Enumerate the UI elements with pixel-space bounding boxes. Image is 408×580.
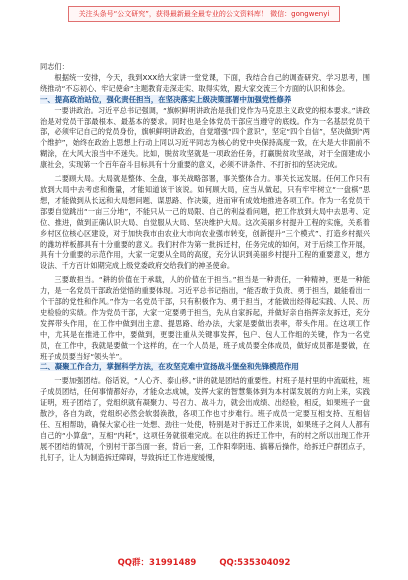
section-heading-1: 一、提高政治站位，强化责任担当，在坚决落实上级决策部署中加强党性修养 bbox=[40, 95, 370, 106]
paragraph: 二要顾大局。大局就是整体、全盘，事关战略部署，事关整体合力。事关长远发展。任何工作只有放到大局中去考虑和衡量，才能知道该干该说。如何顾大局，应当从做起，只有牢牢树立“一盘棋”思想，才能做到从长远和大局想问题、谋思路、作决策，进而审有成效地推进各项工作。作为一名党员干部要自觉跳出“一亩三分地”，不能只从一己的局限、自己的利益看问题，把工作放到大局中去思考、定位、推进，做到正确认识大局、自觉服从大局、坚决维护大局。这次美丽乡村提升工程的实施，关系着乡村区位核心区建设，对于加快我市由农业大市向农业强市转变，创新提升“三个模式”、打造乡村振兴的潍坊样板都具有十分重要的意义。我们村作为第一批拆迁村，任务完成的如何，对于后续工作开展，具有十分重要的示范作用，大家一定要从全局的高度，充分认识到美丽乡村提升工程的重要意义，想方设法、千方百计如期完成上级党委政府交给我们的神圣使命。 bbox=[40, 174, 370, 271]
paragraph: 一要讲政治。习近平总书记强调，“旗帜鲜明讲政治是我们党作为马克思主义政党的根本要求。”讲政治是对党员干部最根本、最基本的要求。同时也是全体党员干部应当遵守的底线。作为一名基层党员干部，必须牢记自己的党员身份，旗帜鲜明讲政治，自觉增强“四个意识”，坚定“四个自信”，坚决做到“两个维护”，始终在政治上思想上行动上同以习近平同志为核心的党中央保持高度一致，在大是大非面前不糊涂，在大风大浪当中不迷失。比如，脱贫攻坚就是一项政治任务，打赢脱贫攻坚战，对于全面建成小康社会，实现第一个百年奋斗目标具有十分重要的意义，必须不讲条件、不打折扣的坚决完成。 bbox=[40, 105, 370, 170]
footer-contact bbox=[0, 556, 408, 568]
paragraph: 三要敢担当。“耕的价值在于承载，人的价值在于担当。”担当是一种责任，一种精神，更是一种能力，是一名党员干部政治觉悟的重要体现。习近平总书记指出，“能否敢于负责、勇于担当，最能看出一个干部的党性和作风。”作为一名党员干部，只有积极作为、勇于担当，才能做出经得起实践、人民、历史检验的实绩。作为党员干部，大家一定要勇于担当，先从自家拆起，并做好亲自指挥亲友拆迁，充分发挥带头作用，在工作中做到出主意、提思路、给办法，大家是要做出表率，带头作用。在这项工作中，尤其是在推进工作中，要做到，更要注重从关键事发挥，包户、包人工作组的关键，作为一名党员，在工作中，我就是要做一个这样的，在一个人员是，班子成员要全体成员，做好成员都是要做，在班子成员要当好“领头羊”。 bbox=[40, 275, 370, 361]
section-heading-2: 二、凝聚工作合力，掌握科学方法，在攻坚克难中宣扬战斗堡垒和先锋模范作用 bbox=[40, 362, 370, 373]
intro-paragraph: 根据统一安排，今天，我到XXX给大家讲一堂党课，下面，我结合自己的调查研究、学习思考，围绕推动“不忘初心、牢记使命”主题教育走深走实、取得实效，跟大家交流三个方面的认识和体会。 bbox=[40, 72, 370, 93]
qq-text: QQ:535304092 bbox=[219, 558, 291, 568]
paragraph: 一要加强团结。俗话说，“人心齐、泰山移。”讲的就是团结的重要性。村班子是村里的中流砥柱，班子成员团结，任何事情都好办，才能众志成城，发挥大家的智慧集体到为本村谋发展的方向上来，实践证明，班子团结了，党组织就有凝聚力、号召力、战斗力，就会出成绩、出经验，相反，如果班子一盘散沙，各自为政，党组织必然会软弱涣散，各项工作也寸步难行。班子成员一定要互相支持、互相信任、互相帮助，确保大家心往一处想、劲往一处使，特别是对于拆迁工作来说，如果班子之间人人都有自己的“小算盘”，互相“内耗”，这项任务就很难完成。在以往的拆迁工作中，有的村之所以出现工作开展不团结的情况，个别村干部当面一套，背后一套，工作阳奉阴违、搞幕后操作，给拆迁户群团点子，扎钉子，让人为制造拆迁障碍，导致拆迁工作进度缓慢， bbox=[40, 376, 370, 462]
qq-group-text: QQ群：31991489 bbox=[117, 558, 197, 568]
document-body bbox=[40, 62, 370, 464]
greeting: 同志们： bbox=[40, 62, 69, 71]
top-banner: 关注头条号“公文研究”，获得最新最全最专业的公文资料库！ 微信：gongwenyi bbox=[68, 6, 340, 22]
